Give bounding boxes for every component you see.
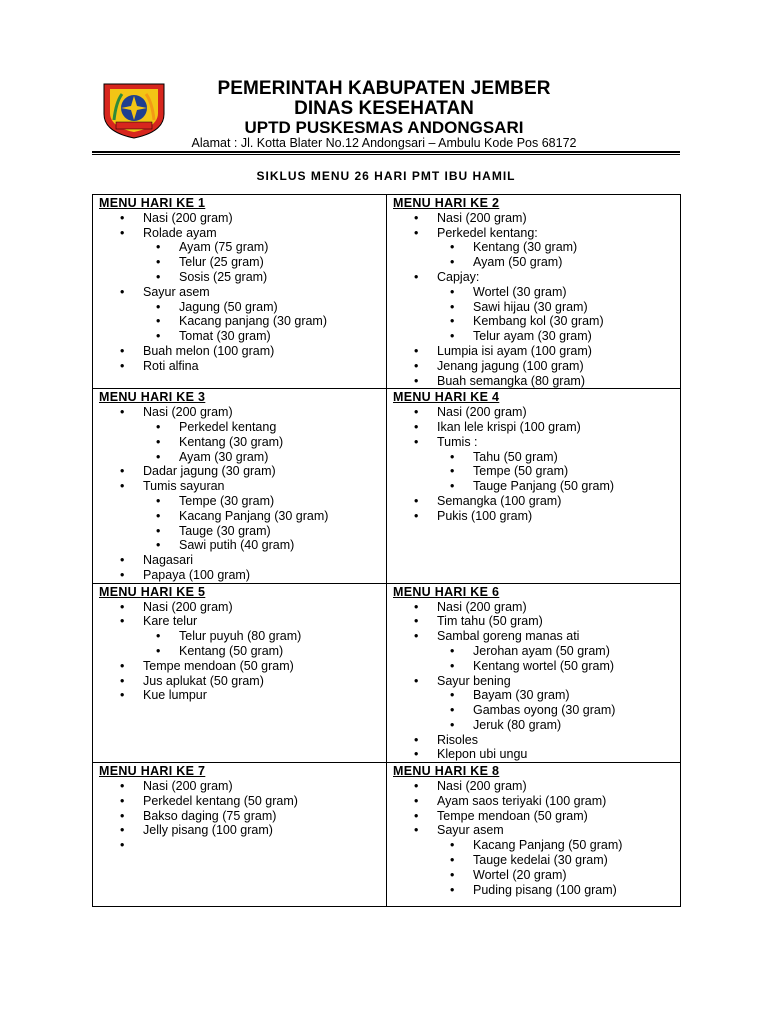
- menu-subitem: • Telur (25 gram): [99, 255, 380, 270]
- document-title: SIKLUS MENU 26 HARI PMT IBU HAMIL: [256, 169, 516, 183]
- menu-subitem: • Sosis (25 gram): [99, 270, 380, 285]
- menu-subitem: • Tempe (50 gram): [393, 464, 674, 479]
- menu-subitem: • Sawi putih (40 gram): [99, 538, 380, 553]
- menu-item-label: Ayam saos teriyaki (100 gram): [437, 793, 607, 808]
- menu-item-label: Nagasari: [143, 553, 194, 568]
- menu-item: [393, 509, 674, 524]
- menu-subitem: • Puding pisang (100 gram): [393, 883, 674, 898]
- menu-item-label: Kue lumpur: [143, 688, 207, 703]
- menu-item-label: Nasi (200 gram): [437, 779, 527, 794]
- menu-day-title: MENU HARI KE 2: [393, 196, 500, 210]
- menu-item: [393, 270, 674, 344]
- menu-item-label: Risoles: [437, 732, 478, 747]
- menu-item: [393, 374, 674, 389]
- menu-item: [393, 211, 674, 226]
- menu-subitem: • Jerohan ayam (50 gram): [393, 644, 674, 659]
- menu-item-label: Roti alfina: [143, 358, 199, 373]
- header-unit-name: UPTD PUSKESMAS ANDONGSARI: [244, 118, 524, 137]
- menu-item: [393, 435, 674, 494]
- menu-cell-day-6: [387, 583, 681, 763]
- jember-regency-emblem-icon: [100, 80, 168, 140]
- menu-item: [393, 226, 674, 270]
- menu-subitem-list: [437, 285, 674, 344]
- menu-item: [393, 600, 674, 615]
- header-agency-name: DINAS KESEHATAN: [294, 98, 474, 119]
- menu-subitem-list: [143, 300, 380, 344]
- menu-item-label: Tempe mendoan (50 gram): [143, 658, 294, 673]
- menu-subitem: • Bayam (30 gram): [393, 688, 674, 703]
- menu-item: [393, 747, 674, 762]
- menu-item: [99, 226, 380, 285]
- menu-day-title: MENU HARI KE 6: [393, 584, 500, 599]
- menu-item-label: Nasi (200 gram): [437, 210, 527, 225]
- menu-item: [393, 359, 674, 374]
- menu-cell-day-1: [93, 195, 387, 389]
- header-government-name: PEMERINTAH KABUPATEN JEMBER: [217, 78, 551, 99]
- menu-subitem: • Tahu (50 gram): [393, 450, 674, 465]
- menu-item: [99, 809, 380, 824]
- menu-item: [393, 794, 674, 809]
- menu-subitem: • Tomat (30 gram): [99, 329, 380, 344]
- menu-item: [99, 553, 380, 568]
- menu-subitem: • Jeruk (80 gram): [393, 718, 674, 733]
- menu-subitem: • Tauge Panjang (50 gram): [393, 479, 674, 494]
- menu-subitem: • Tauge (30 gram): [99, 524, 380, 539]
- menu-subitem: • Ayam (30 gram): [99, 450, 380, 465]
- menu-subitem: • Kacang Panjang (50 gram): [393, 838, 674, 853]
- header-rule-thin: [92, 154, 680, 155]
- menu-item: [99, 614, 380, 658]
- menu-subitem: • Wortel (30 gram): [393, 285, 674, 300]
- menu-item-list: [393, 405, 674, 523]
- menu-cell-day-7: [93, 763, 387, 907]
- menu-item: [99, 479, 380, 553]
- menu-day-title: MENU HARI KE 7: [99, 764, 206, 779]
- menu-item-list: [99, 779, 380, 853]
- menu-item-label: Papaya (100 gram): [143, 567, 251, 582]
- menu-item-label: Nasi (200 gram): [143, 779, 233, 794]
- menu-day-title: MENU HARI KE 5: [99, 584, 206, 599]
- menu-item-list: [393, 779, 674, 897]
- menu-item-label: Jus aplukat (50 gram): [143, 673, 264, 688]
- menu-item: [99, 674, 380, 689]
- menu-item-label: Klepon ubi ungu: [437, 747, 528, 762]
- menu-item-label: Tempe mendoan (50 gram): [437, 808, 588, 823]
- menu-subitem-list: [437, 688, 674, 732]
- menu-subitem: • Kacang panjang (30 gram): [99, 314, 380, 329]
- menu-item-label: Tumis :: [437, 434, 478, 449]
- menu-item: [393, 405, 674, 420]
- menu-item: [99, 211, 380, 226]
- menu-subitem-list: [437, 838, 674, 897]
- menu-item: [393, 823, 674, 897]
- menu-item: [99, 823, 380, 838]
- menu-subitem-list: [143, 420, 380, 464]
- menu-item: [393, 494, 674, 509]
- menu-item-label: Sayur asem: [143, 284, 210, 299]
- menu-item-label: Ikan lele krispi (100 gram): [437, 419, 581, 434]
- menu-item: [99, 794, 380, 809]
- menu-item-label: Semangka (100 gram): [437, 493, 562, 508]
- menu-item-label: Nasi (200 gram): [143, 405, 233, 420]
- menu-item-label: Kare telur: [143, 614, 198, 629]
- menu-item-label: Pukis (100 gram): [437, 508, 533, 523]
- menu-item: [99, 779, 380, 794]
- menu-cell-day-5: [93, 583, 387, 763]
- menu-subitem: • Tempe (30 gram): [99, 494, 380, 509]
- menu-item-label: Sayur bening: [437, 673, 511, 688]
- menu-subitem-list: [437, 644, 674, 674]
- menu-subitem: • Kentang (30 gram): [99, 435, 380, 450]
- header-rule-thick: [92, 151, 680, 153]
- menu-item: [99, 405, 380, 464]
- menu-item-label: Lumpia isi ayam (100 gram): [437, 343, 592, 358]
- menu-subitem: • Telur ayam (30 gram): [393, 329, 674, 344]
- menu-subitem: • Tauge kedelai (30 gram): [393, 853, 674, 868]
- menu-item-list: [99, 405, 380, 583]
- menu-item: [393, 809, 674, 824]
- menu-cell-day-8: [387, 763, 681, 907]
- menu-item-label: Nasi (200 gram): [143, 599, 233, 614]
- menu-item-label: Perkedel kentang (50 gram): [143, 793, 298, 808]
- menu-item-label: Capjay:: [437, 269, 480, 284]
- menu-item-label: Buah melon (100 gram): [143, 343, 275, 358]
- menu-subitem: • Kentang (30 gram): [393, 240, 674, 255]
- menu-item: [393, 733, 674, 748]
- menu-item-label: Tumis sayuran: [143, 479, 225, 494]
- menu-subitem-list: [143, 629, 380, 659]
- menu-item-label: Jelly pisang (100 gram): [143, 823, 273, 838]
- menu-subitem: • Kentang wortel (50 gram): [393, 659, 674, 674]
- menu-cell-day-2: [387, 195, 681, 389]
- menu-item-list: [99, 600, 380, 704]
- menu-subitem: • Perkedel kentang: [99, 420, 380, 435]
- menu-item-label: Perkedel kentang:: [437, 225, 538, 240]
- menu-item: [99, 359, 380, 374]
- menu-item-label: Buah semangka (80 gram): [437, 373, 585, 388]
- menu-subitem-list: [143, 494, 380, 553]
- menu-subitem-list: [143, 240, 380, 284]
- menu-item-list: [393, 211, 674, 389]
- menu-subitem: • Jagung (50 gram): [99, 300, 380, 315]
- menu-item-label: Dadar jagung (30 gram): [143, 464, 276, 479]
- menu-subitem: • Wortel (20 gram): [393, 868, 674, 883]
- menu-item-label: Nasi (200 gram): [437, 599, 527, 614]
- menu-day-title: MENU HARI KE 1: [99, 196, 206, 210]
- menu-day-title: MENU HARI KE 8: [393, 764, 500, 779]
- menu-item-label: Bakso daging (75 gram): [143, 808, 277, 823]
- menu-item: [99, 568, 380, 583]
- menu-item-label: Tim tahu (50 gram): [437, 614, 543, 629]
- header-address: Alamat : Jl. Kotta Blater No.12 Andongsari – Ambulu Kode Pos 68172: [191, 136, 577, 150]
- menu-subitem: • Gambas oyong (30 gram): [393, 703, 674, 718]
- menu-item: [393, 420, 674, 435]
- menu-item: [393, 674, 674, 733]
- menu-item-label: Sayur asem: [437, 823, 504, 838]
- menu-item: [99, 838, 380, 853]
- menu-item-label: Nasi (200 gram): [437, 405, 527, 420]
- menu-day-title: MENU HARI KE 3: [99, 390, 206, 405]
- menu-item: [99, 600, 380, 615]
- menu-subitem: • Kacang Panjang (30 gram): [99, 509, 380, 524]
- menu-subitem: • Ayam (50 gram): [393, 255, 674, 270]
- menu-item-label: Nasi (200 gram): [143, 210, 233, 225]
- menu-item-label: [143, 838, 146, 852]
- menu-item-label: Jenang jagung (100 gram): [437, 358, 584, 373]
- menu-subitem: • Telur puyuh (80 gram): [99, 629, 380, 644]
- menu-cell-day-4: [387, 389, 681, 583]
- menu-item: [99, 344, 380, 359]
- menu-subitem: • Kembang kol (30 gram): [393, 314, 674, 329]
- menu-item: [99, 464, 380, 479]
- menu-item-label: Sambal goreng manas ati: [437, 629, 580, 644]
- menu-subitem: • Kentang (50 gram): [99, 644, 380, 659]
- menu-item: [99, 285, 380, 344]
- menu-subitem: • Ayam (75 gram): [99, 240, 380, 255]
- menu-item: [393, 344, 674, 359]
- menu-day-title: MENU HARI KE 4: [393, 390, 500, 405]
- menu-item-label: Rolade ayam: [143, 225, 217, 240]
- menu-subitem-list: [437, 450, 674, 494]
- menu-item-list: [99, 211, 380, 374]
- menu-table: [92, 194, 681, 907]
- menu-item: [393, 779, 674, 794]
- menu-item: [393, 629, 674, 673]
- menu-item: [99, 688, 380, 703]
- menu-item: [393, 614, 674, 629]
- menu-item-list: [393, 600, 674, 763]
- menu-item: [99, 659, 380, 674]
- menu-cell-day-3: [93, 389, 387, 583]
- menu-subitem: • Sawi hijau (30 gram): [393, 300, 674, 315]
- menu-subitem-list: [437, 240, 674, 270]
